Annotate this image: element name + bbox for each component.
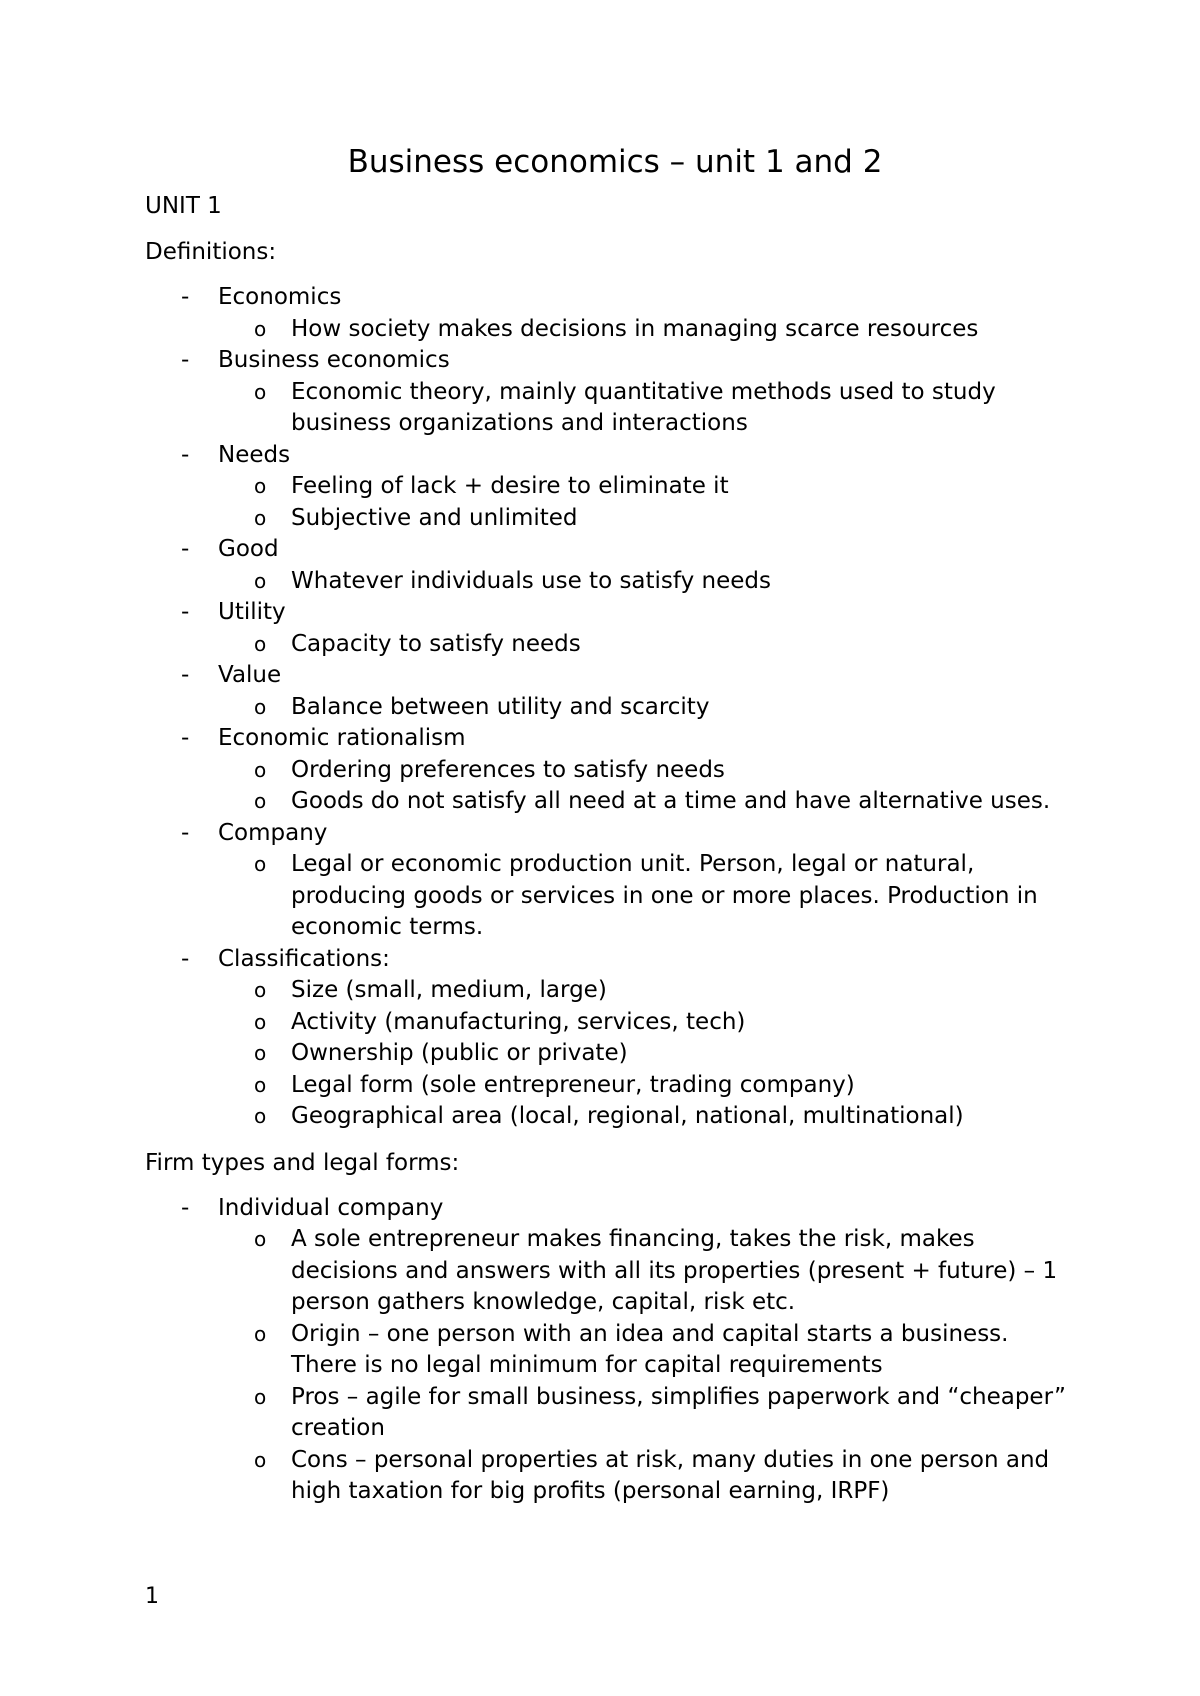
- sub-list: [218, 755, 1075, 818]
- sub-list-item-text: Goods do not satisfy all need at a time and have alternative uses.: [291, 788, 1051, 814]
- sub-list-item: [218, 975, 1075, 1007]
- sub-list-item: [218, 1070, 1075, 1102]
- sub-list-item: [218, 314, 1075, 346]
- list-item-term: Good: [218, 536, 279, 562]
- circle-bullet: o: [254, 1009, 267, 1034]
- circle-bullet: o: [254, 568, 267, 593]
- sub-list-item-text: Origin – one person with an idea and capital starts a business. There is no legal minimum for capital requirements: [291, 1320, 1009, 1378]
- sub-list-item-text: Size (small, medium, large): [291, 977, 607, 1003]
- sub-list: [218, 692, 1075, 724]
- sub-list-item-text: Legal form (sole entrepreneur, trading company): [291, 1071, 855, 1098]
- sub-list: [218, 471, 1075, 534]
- sub-list: [218, 566, 1075, 598]
- list-item-term: Company: [218, 819, 328, 846]
- sub-list-item: [218, 1101, 1075, 1133]
- sub-list-item-text: Activity (manufacturing, services, tech): [291, 1008, 746, 1035]
- list-item-term: Classifications:: [218, 945, 390, 972]
- sub-list: [218, 314, 1075, 346]
- list-item: [145, 282, 1075, 345]
- document-body: [145, 140, 1075, 1522]
- page-number: 1: [145, 1584, 159, 1609]
- list-item: [145, 1193, 1075, 1508]
- sub-list-item-text: Economic theory, mainly quantitative methods used to study business organizations and interactions: [291, 378, 996, 436]
- sub-list-item: [218, 1007, 1075, 1039]
- sub-list-item: [218, 1038, 1075, 1070]
- unit-heading: UNIT 1: [145, 193, 222, 219]
- sub-list-item-text: Subjective and unlimited: [291, 504, 578, 531]
- sub-list: [218, 975, 1075, 1133]
- dash-bullet: -: [181, 284, 190, 310]
- sub-list-item-text: Pros – agile for small business, simplifies paperwork and “cheaper” creation: [291, 1383, 1066, 1441]
- circle-bullet: o: [254, 1041, 267, 1065]
- list-item-term: Economic rationalism: [218, 725, 466, 751]
- list-item-term: Value: [218, 662, 282, 688]
- circle-bullet: o: [254, 789, 267, 813]
- list-item: [145, 660, 1075, 723]
- definitions-heading: Definitions:: [145, 239, 277, 265]
- sub-list: [218, 377, 1075, 440]
- circle-bullet: o: [254, 757, 267, 782]
- list-item: [145, 534, 1075, 597]
- sub-list-item-text: Geographical area (local, regional, national, multinational): [291, 1103, 964, 1129]
- sub-list: [218, 849, 1075, 944]
- circle-bullet: o: [254, 1321, 267, 1346]
- sub-list: [218, 1224, 1075, 1508]
- sub-list-item-text: Cons – personal properties at risk, many duties in one person and high taxation for big profits (personal earning, IRPF): [291, 1446, 1050, 1504]
- sub-list-item-text: Ownership (public or private): [291, 1040, 628, 1066]
- dash-bullet: -: [181, 536, 190, 562]
- dash-bullet: -: [181, 599, 190, 625]
- dash-bullet: -: [181, 662, 190, 688]
- sub-list-item: [218, 471, 1075, 503]
- list-item-term: Economics: [218, 284, 342, 310]
- circle-bullet: o: [254, 474, 267, 498]
- sub-list-item-text: Ordering preferences to satisfy needs: [291, 756, 725, 783]
- list-item-term: Business economics: [218, 347, 450, 373]
- sub-list-item-text: A sole entrepreneur makes financing, takes the risk, makes decisions and answers with all its properties (present + future) – 1 person gathers knowledge, capital, risk etc.: [291, 1226, 1058, 1315]
- sub-list-item: [218, 566, 1075, 598]
- dash-bullet: -: [181, 819, 190, 846]
- list-item: [145, 818, 1075, 944]
- sub-list-item: [218, 786, 1075, 818]
- circle-bullet: o: [254, 1104, 267, 1128]
- list-item-term: Individual company: [218, 1194, 444, 1221]
- circle-bullet: o: [254, 1227, 267, 1251]
- circle-bullet: o: [254, 852, 267, 876]
- circle-bullet: o: [254, 379, 267, 404]
- circle-bullet: o: [254, 1447, 267, 1472]
- firm-types-list: [145, 1193, 1075, 1508]
- sub-list-item-text: How society makes decisions in managing scarce resources: [291, 315, 979, 342]
- sub-list-item-text: Capacity to satisfy needs: [291, 630, 581, 657]
- sub-list-item-text: Feeling of lack + desire to eliminate it: [291, 473, 729, 499]
- list-item: [145, 944, 1075, 1133]
- sub-list-item: [218, 755, 1075, 787]
- sub-list-item-text: Whatever individuals use to satisfy needs: [291, 567, 771, 594]
- dash-bullet: -: [181, 441, 190, 468]
- sub-list-item: [218, 503, 1075, 535]
- sub-list-item: [218, 1224, 1075, 1319]
- list-item-term: Utility: [218, 599, 286, 625]
- firm-types-heading: Firm types and legal forms:: [145, 1149, 460, 1176]
- sub-list-item: [218, 377, 1075, 440]
- dash-bullet: -: [181, 1194, 190, 1221]
- dash-bullet: -: [181, 725, 190, 751]
- sub-list: [218, 629, 1075, 661]
- sub-list-item: [218, 629, 1075, 661]
- dash-bullet: -: [181, 347, 190, 373]
- list-item: [145, 440, 1075, 535]
- circle-bullet: o: [254, 694, 267, 719]
- sub-list-item: [218, 692, 1075, 724]
- circle-bullet: o: [254, 1384, 267, 1409]
- list-item: [145, 723, 1075, 818]
- list-item: [145, 345, 1075, 440]
- dash-bullet: -: [181, 945, 190, 972]
- circle-bullet: o: [254, 978, 267, 1002]
- document-title: Business economics – unit 1 and 2: [347, 144, 883, 180]
- circle-bullet: o: [254, 1072, 267, 1097]
- list-item-term: Needs: [218, 441, 291, 468]
- sub-list-item: [218, 849, 1075, 944]
- sub-list-item-text: Balance between utility and scarcity: [291, 693, 710, 720]
- circle-bullet: o: [254, 316, 267, 341]
- circle-bullet: o: [254, 505, 267, 530]
- list-item: [145, 597, 1075, 660]
- sub-list-item: [218, 1319, 1075, 1382]
- circle-bullet: o: [254, 631, 267, 656]
- sub-list-item: [218, 1445, 1075, 1508]
- definitions-list: [145, 282, 1075, 1133]
- sub-list-item: [218, 1382, 1075, 1445]
- sub-list-item-text: Legal or economic production unit. Person, legal or natural, producing goods or services in one or more places. Production in economic terms.: [291, 851, 1038, 940]
